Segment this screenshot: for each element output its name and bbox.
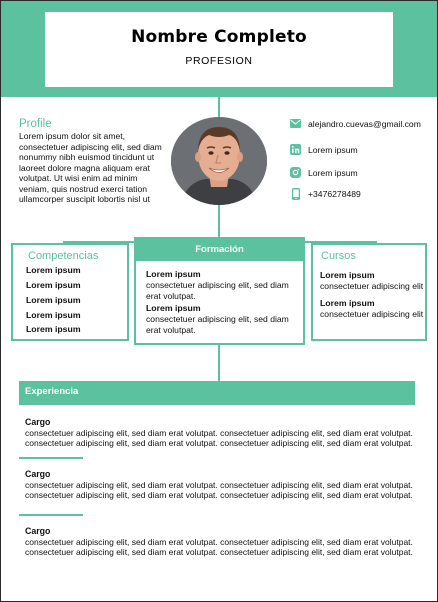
profession: PROFESION [185,55,253,67]
portrait-image [171,117,267,205]
formacion-box [134,237,305,345]
connector-top [218,97,220,117]
formacion-entry-text: consectetuer adipiscing elit, sed diam erat volutpat. [146,314,289,335]
curso-entry-text: consectetuer adipiscing elit [320,309,424,319]
job-text: consectetuer adipiscing elit, sed diam erat volutpat. consectetuer adipiscing elit, sed diam erat volutpat. consectetuer adipiscing elit, sed diam erat volutpat. consectetuer adipiscing elit, sed diam erat volutpat. [25,537,413,558]
job-title: Cargo [25,469,51,479]
competencia-item: Lorem ipsum [26,295,81,305]
curso-entry-title: Lorem ipsum [320,270,375,280]
contact-email[interactable] [290,118,421,129]
profile-photo [171,117,267,205]
connector-photo [218,205,220,237]
cursos-box [311,243,427,341]
curso-entry-text: consectetuer adipiscing elit [320,281,424,291]
job-title: Cargo [25,417,51,427]
competencia-item: Lorem ipsum [26,310,81,320]
contact-phone[interactable] [290,188,361,199]
full-name: Nombre Completo [131,27,307,47]
instagram-text: Lorem ipsum [308,167,358,178]
name-box [45,12,393,87]
contact-linkedin[interactable] [290,144,358,155]
curso-entry-title: Lorem ipsum [320,298,375,308]
competencias-title: Competencias [28,250,99,262]
profile-title: Profile [19,118,52,130]
job-separator [19,457,83,459]
email-icon [290,118,301,129]
email-text: alejandro.cuevas@gmail.com [308,118,421,129]
competencia-item: Lorem ipsum [26,324,81,334]
linkedin-icon [290,144,301,155]
experiencia-title: Experiencia [19,381,415,405]
linkedin-text: Lorem ipsum [308,144,358,155]
connector-bottom [218,345,220,381]
competencias-box [11,243,129,341]
competencia-item: Lorem ipsum [26,265,81,275]
profile-text: Lorem ipsum dolor sit amet, consectetuer adipiscing elit, sed diam nonummy nibh euismod tincidunt ut laoreet dolore magna aliquam erat volutpat. Ut wisi enim ad minim veniam, quis nostrud exerci tation ullamcorper suscipit lobortis nisl ut [19,131,162,204]
instagram-icon [290,167,301,178]
formacion-title: Formación [136,239,303,261]
competencia-item: Lorem ipsum [26,280,81,290]
formacion-entry-text: consectetuer adipiscing elit, sed diam erat volutpat. [146,280,289,301]
phone-text: +3476278489 [308,188,361,199]
job-text: consectetuer adipiscing elit, sed diam erat volutpat. consectetuer adipiscing elit, sed diam erat volutpat. consectetuer adipiscing elit, sed diam erat volutpat. consectetuer adipiscing elit, sed diam erat volutpat. [25,428,413,449]
job-text: consectetuer adipiscing elit, sed diam erat volutpat. consectetuer adipiscing elit, sed diam erat volutpat. consectetuer adipiscing elit, sed diam erat volutpat. consectetuer adipiscing elit, sed diam erat volutpat. [25,480,413,501]
job-separator [19,514,83,516]
contact-instagram[interactable] [290,167,358,178]
phone-icon [290,188,301,199]
cursos-title: Cursos [321,250,356,262]
formacion-entry-title: Lorem ipsum [146,269,201,279]
formacion-entry-title: Lorem ipsum [146,303,201,313]
job-title: Cargo [25,526,51,536]
